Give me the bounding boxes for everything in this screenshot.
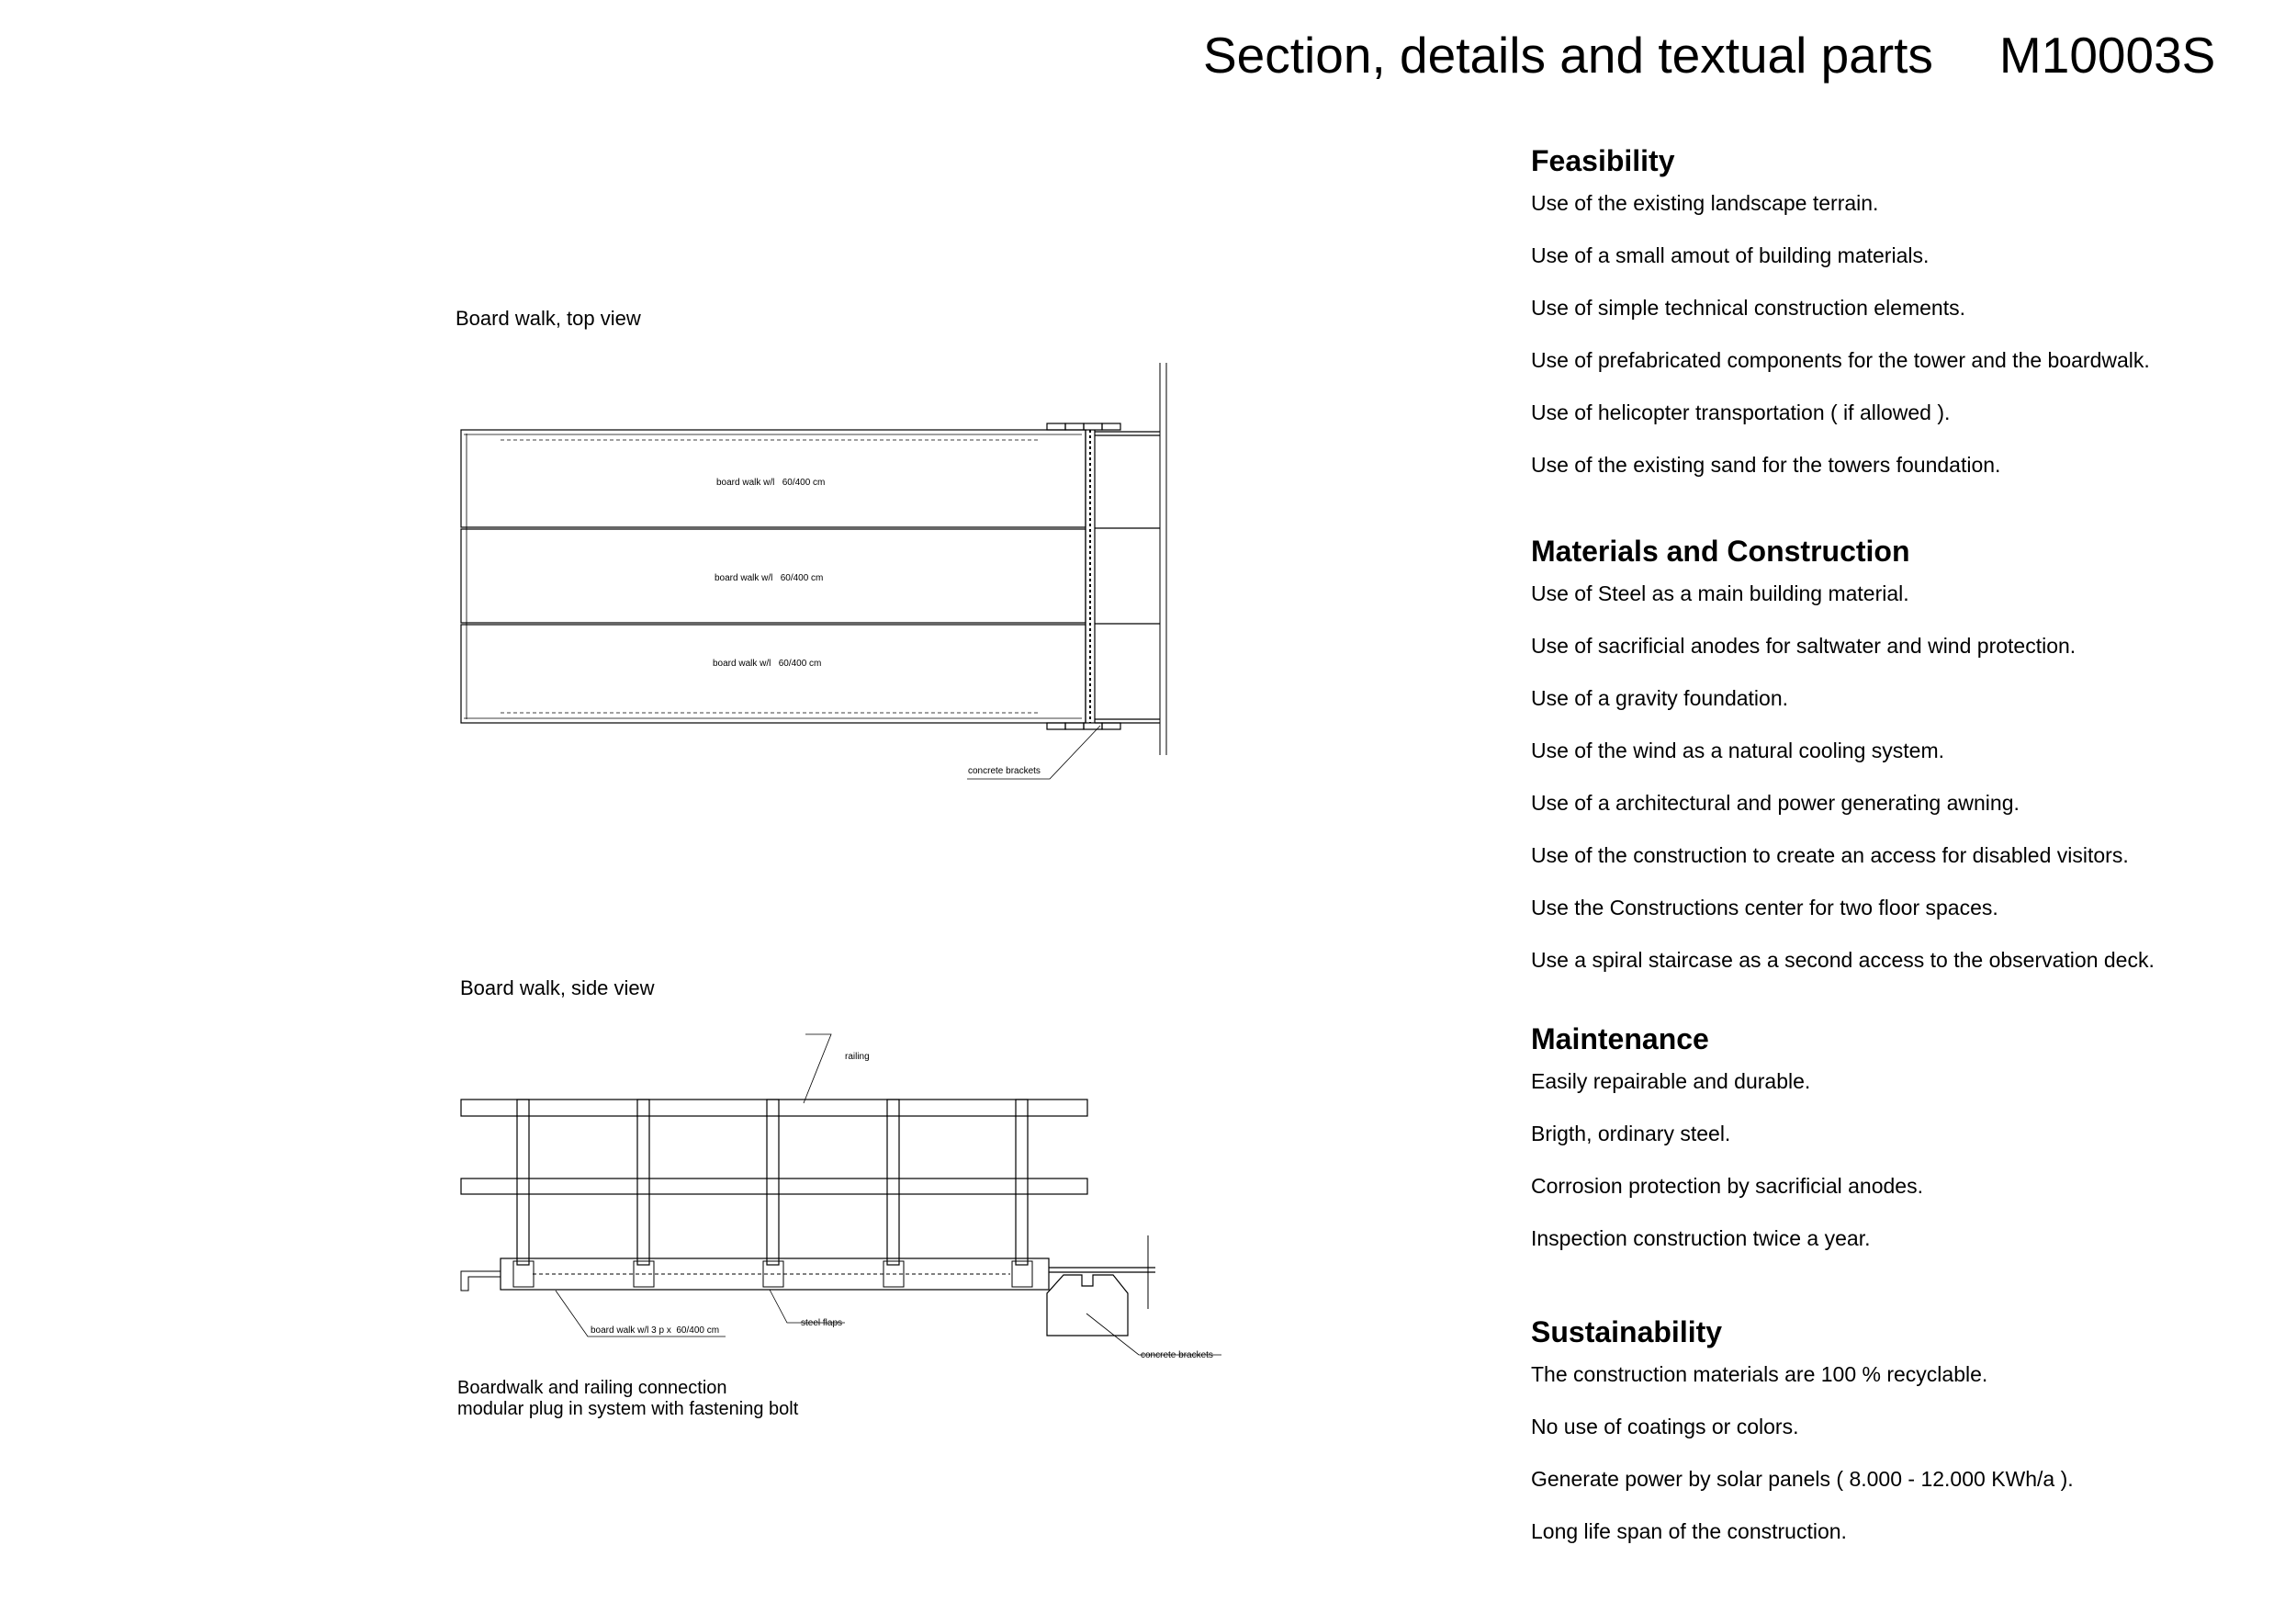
section-item: Inspection construction twice a year. — [1531, 1226, 1871, 1250]
sheet-title-text: Section, details and textual parts — [1203, 27, 1933, 84]
railing-mid-rail — [461, 1179, 1087, 1194]
section-item: Use of a architectural and power generating awning. — [1531, 791, 2020, 815]
section-item: Use the Constructions center for two floor spaces. — [1531, 896, 1998, 919]
side-brackets-label: concrete brackets — [1141, 1350, 1213, 1360]
section-item: Use of prefabricated components for the tower and the boardwalk. — [1531, 348, 2150, 372]
side-board-label: board walk w/l 3 p x 60/400 cm — [591, 1325, 720, 1336]
section-item: Use of a gravity foundation. — [1531, 686, 1788, 710]
railing-post-1 — [517, 1100, 529, 1265]
top-board-label-3: board walk w/l 60/400 cm — [713, 659, 822, 669]
section-item: The construction materials are 100 % recyclable. — [1531, 1362, 1988, 1386]
section-heading: Sustainability — [1531, 1315, 1723, 1348]
side-caption-line-1: Boardwalk and railing connection — [457, 1378, 727, 1398]
section-item: Use of simple technical construction elements. — [1531, 296, 1965, 320]
section-item: Corrosion protection by sacrificial anodes. — [1531, 1174, 1923, 1198]
section-item: Generate power by solar panels ( 8.000 - 12.000 KWh/a ). — [1531, 1467, 2074, 1491]
section-item: Long life span of the construction. — [1531, 1519, 1847, 1543]
top-view-drawing — [461, 363, 1166, 779]
section-item: Easily repairable and durable. — [1531, 1069, 1811, 1093]
railing-post-2 — [637, 1100, 649, 1265]
railing-label: railing — [845, 1052, 870, 1062]
steel-flaps-label: steel flaps — [801, 1318, 843, 1328]
top-board-label-2: board walk w/l 60/400 cm — [715, 573, 824, 583]
railing-top-rail — [461, 1100, 1087, 1116]
top-board-label-1: board walk w/l 60/400 cm — [716, 478, 826, 488]
side-concrete-bracket — [1047, 1275, 1128, 1336]
section-sustainability — [1531, 1314, 2266, 1572]
section-heading: Feasibility — [1531, 144, 1675, 177]
section-item: Use of the construction to create an access for disabled visitors. — [1531, 843, 2129, 867]
section-item: Brigth, ordinary steel. — [1531, 1122, 1731, 1145]
sheet-code: M10003S — [1998, 27, 2216, 84]
section-heading: Materials and Construction — [1531, 535, 1910, 568]
section-item: Use of sacrificial anodes for saltwater and wind protection. — [1531, 634, 2077, 658]
top-view-title: Board walk, top view — [456, 307, 641, 330]
section-heading: Maintenance — [1531, 1022, 1709, 1055]
railing-post-4 — [887, 1100, 899, 1265]
side-caption-line-2: modular plug in system with fastening bolt — [457, 1399, 799, 1419]
side-view-drawing — [461, 1034, 1221, 1355]
top-brackets-label: concrete brackets — [968, 766, 1041, 776]
section-item: Use of the wind as a natural cooling system. — [1531, 739, 1945, 762]
side-view-title: Board walk, side view — [460, 976, 655, 999]
top-board-3 — [461, 625, 1086, 723]
section-item: Use of the existing landscape terrain. — [1531, 191, 1879, 215]
section-materials — [1531, 533, 2266, 1000]
section-item: Use of the existing sand for the towers foundation. — [1531, 453, 2001, 477]
section-item: Use of helicopter transportation ( if allowed ). — [1531, 400, 1951, 424]
section-item: Use a spiral staircase as a second access to the observation deck. — [1531, 948, 2155, 972]
railing-post-3 — [767, 1100, 779, 1265]
section-item: Use of Steel as a main building material. — [1531, 581, 1909, 605]
section-feasibility — [1531, 142, 2266, 505]
section-item: No use of coatings or colors. — [1531, 1415, 1799, 1438]
sheet-title — [1203, 26, 2215, 85]
section-maintenance — [1531, 1021, 2266, 1279]
section-item: Use of a small amout of building materials. — [1531, 243, 1930, 267]
railing-post-5 — [1016, 1100, 1028, 1265]
